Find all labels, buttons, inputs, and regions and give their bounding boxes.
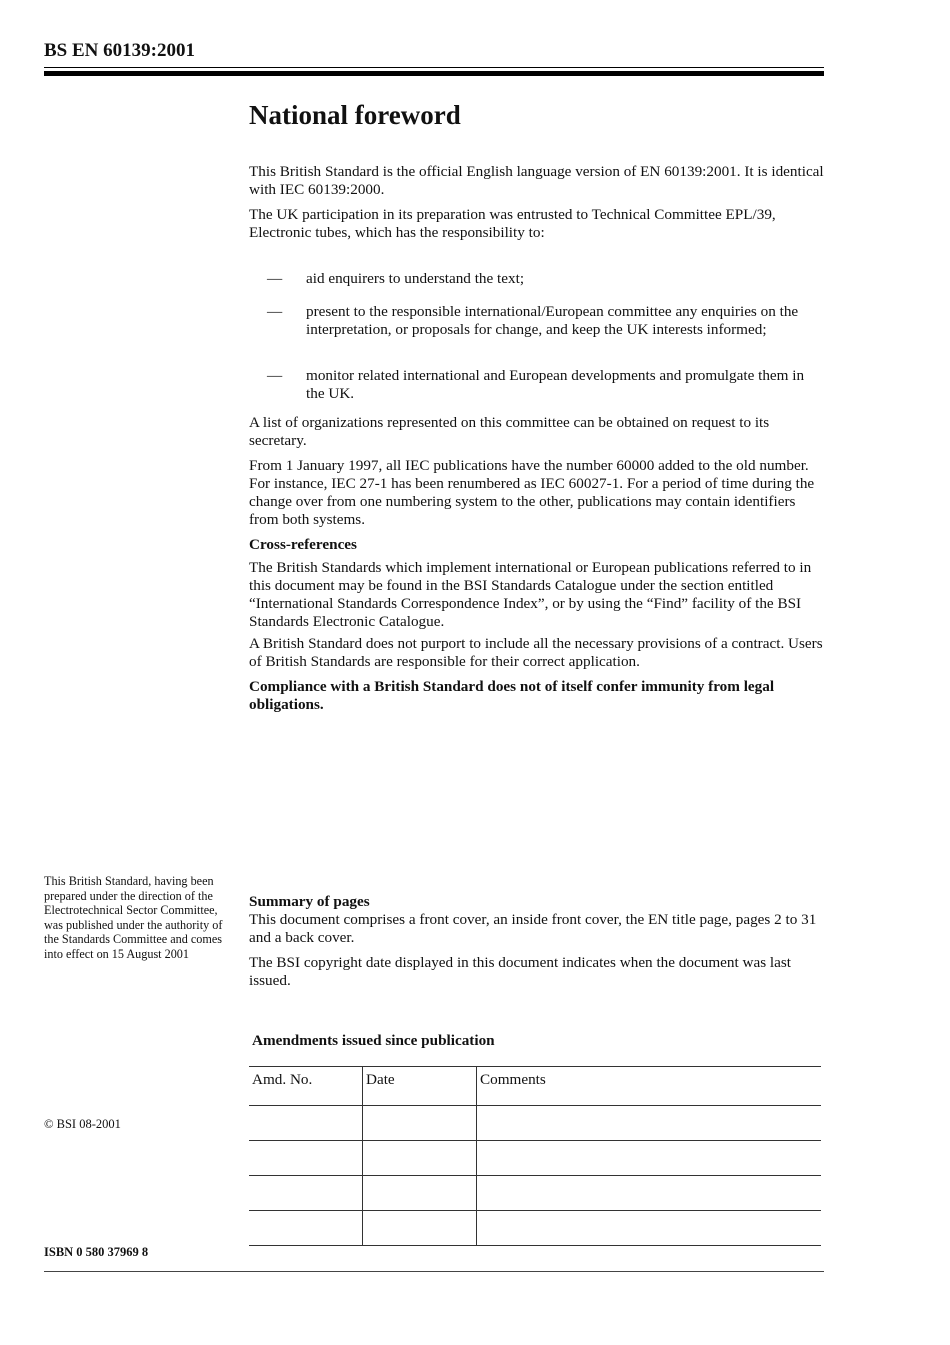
- document-id: BS EN 60139:2001: [44, 40, 195, 61]
- dash-marker: —: [267, 270, 283, 287]
- publication-note: This British Standard, having been prepared under the direction of the Electrotechnical Sector Committee, was published under the authority of the Standards Committee and comes into effect on 15 August 2001: [44, 874, 223, 961]
- summary-section: [249, 893, 825, 990]
- header-rule-thin: [44, 67, 824, 68]
- table-cell: [363, 1211, 477, 1246]
- body-paragraph: From 1 January 1997, all IEC publications have the number 60000 added to the old number. For instance, IEC 27-1 has been renumbered as IEC 60027-1. For a period of time during the change over from one numbering system to the other, publications may contain identifiers from both systems.: [249, 457, 815, 528]
- copyright-notice: © BSI 08-2001: [44, 1117, 121, 1131]
- cross-references-heading: Cross-references: [249, 536, 357, 553]
- table-header-row: [249, 1067, 821, 1106]
- table-row: [249, 1106, 821, 1141]
- list-item-text: monitor related international and European developments and promulgate them in the UK.: [306, 367, 805, 402]
- intro-paragraph: The UK participation in its preparation was entrusted to Technical Committee EPL/39, Electronic tubes, which has the responsibility to:: [249, 206, 776, 241]
- table-cell: [249, 1176, 363, 1211]
- table-cell: [477, 1176, 822, 1211]
- footer-rule: [44, 1271, 824, 1272]
- body-paragraph: A list of organizations represented on this committee can be obtained on request to its secretary.: [249, 414, 770, 449]
- table-cell: [363, 1106, 477, 1141]
- column-header-amd-no: Amd. No.: [249, 1067, 363, 1106]
- dash-marker: —: [267, 367, 283, 384]
- list-item-text: aid enquirers to understand the text;: [306, 270, 525, 287]
- table-cell: [477, 1141, 822, 1176]
- compliance-statement: Compliance with a British Standard does not of itself confer immunity from legal obligations.: [249, 678, 775, 713]
- page-title: National foreword: [249, 100, 461, 130]
- body-paragraph: A British Standard does not purport to include all the necessary provisions of a contract. Users of British Standards are responsible for their correct application.: [249, 635, 823, 670]
- main-body: [249, 414, 825, 714]
- table-row: [249, 1141, 821, 1176]
- list-item-text: present to the responsible international/European committee any enquiries on the interpretation, or proposals for change, and keep the UK interests informed;: [306, 303, 799, 338]
- table-cell: [363, 1141, 477, 1176]
- table-row: [249, 1211, 821, 1246]
- summary-text: This document comprises a front cover, an inside front cover, the EN title page, pages 2 to 31 and a back cover.: [249, 911, 817, 946]
- intro-section: [249, 163, 825, 242]
- copyright-date-note: The BSI copyright date displayed in this document indicates when the document was last issued.: [249, 954, 791, 989]
- table-cell: [249, 1211, 363, 1246]
- table-cell: [249, 1141, 363, 1176]
- amendments-table: [249, 1066, 821, 1246]
- body-paragraph: The British Standards which implement international or European publications referred to in this document may be found in the BSI Standards Catalogue under the section entitled “International Standards Correspondence Index”, or by using the “Find” facility of the BSI Standards Electronic Catalogue.: [249, 559, 812, 630]
- table-cell: [363, 1176, 477, 1211]
- table-cell: [477, 1211, 822, 1246]
- amendments-title: Amendments issued since publication: [252, 1032, 495, 1049]
- table-cell: [477, 1106, 822, 1141]
- table-row: [249, 1176, 821, 1211]
- summary-heading: Summary of pages: [249, 893, 370, 910]
- column-header-comments: Comments: [477, 1067, 822, 1106]
- header-rule-thick: [44, 71, 824, 76]
- intro-paragraph: This British Standard is the official English language version of EN 60139:2001. It is identical with IEC 60139:2000.: [249, 163, 824, 198]
- column-header-date: Date: [363, 1067, 477, 1106]
- table-cell: [249, 1106, 363, 1141]
- dash-marker: —: [267, 303, 283, 320]
- isbn-number: ISBN 0 580 37969 8: [44, 1245, 149, 1259]
